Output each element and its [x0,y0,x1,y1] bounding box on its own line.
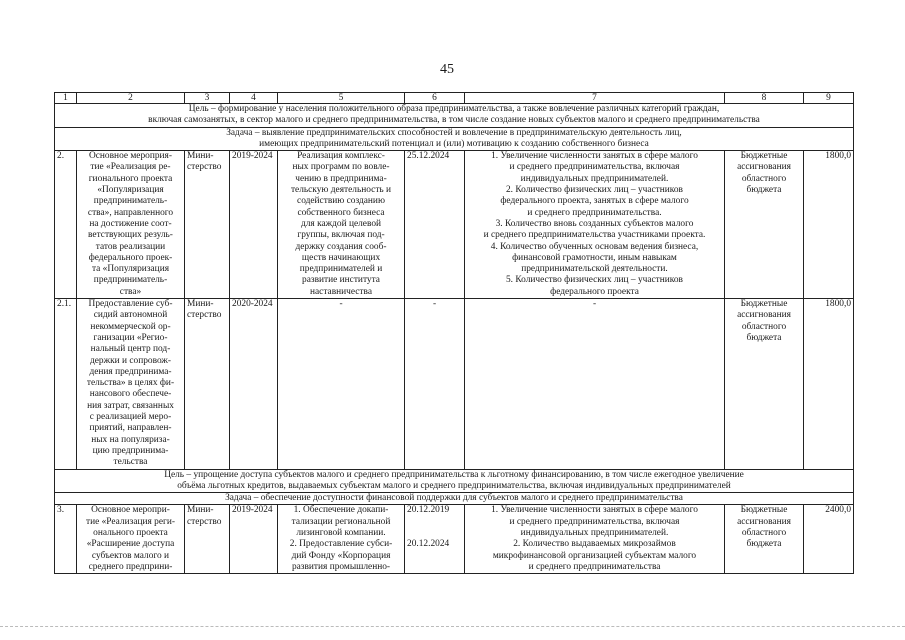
task-text-2: Задача – обеспечение доступности финансовой поддержки для субъектов малого и среднего предпринимательства [55,493,854,505]
funding-source: Бюджетные ассигнования областного бюджета [725,505,804,574]
col-header-3: 3 [185,93,230,104]
goal-row-1 [55,104,854,128]
task-text-1: Задача – выявление предпринимательских способностей и вовлечение в предпринимательскую деятельность лиц, имеющих предпринимательский потенциал и (или) мотивацию к созданию собственного бизнеса [55,127,854,151]
measure-name: Предоставление суб- сидий автономной некоммерческой ор- ганизации «Регио- нальный центр под- держки и сопровож- дения предпринима- тельства» в целях фи- нансового обеспече- ния затрат, связанных с реализацией меро- приятий, направлен- ных на популяриза- цию предпринима- тельства [77,299,185,469]
executor: Мини- стерство [185,299,230,469]
period: 2019-2024 [230,505,278,574]
funding-source: Бюджетные ассигнования областного бюджета [725,151,804,299]
measure-name: Основное мероприя- тие «Реализация ре- гионального проекта «Популяризация предприниматель- ства», направленного на достижение соот- ветствующих резуль- татов реализации федерального проек- та «Популяризация предприниматель- ства» [77,151,185,299]
executor: Мини- стерство [185,505,230,574]
indicators: 1. Увеличение численности занятых в сфере малого и среднего предпринимательства, включая индивидуальных предпринимателей. 2. Количество выдаваемых микрозаймов микрофинансовой организацией субъектам малого и среднего предпринимательства [465,505,725,574]
col-header-2: 2 [77,93,185,104]
indicators: - [465,299,725,469]
page-number: 45 [440,62,454,77]
activity: - [278,299,405,469]
column-number-row [55,93,854,104]
table-row-3 [55,505,854,574]
activity: Реализация комплекс- ных программ по вовле- чению в предпринима- тельскую деятельность и содействию созданию собственного бизнеса для каждой целевой группы, включая под- держку создания сооб- ществ начинающих предпринимателей и развитие института наставничества [278,151,405,299]
period: 2019-2024 [230,151,278,299]
row-number: 2. [55,151,77,299]
amount: 1800,0 [804,151,854,299]
deadline: - [405,299,465,469]
col-header-6: 6 [405,93,465,104]
period: 2020-2024 [230,299,278,469]
col-header-5: 5 [278,93,405,104]
goal-row-2 [55,469,854,493]
indicators: 1. Увеличение численности занятых в сфере малого и среднего предпринимательства, включая индивидуальных предпринимателей. 2. Количество физических лиц – участников федерального проекта, занятых в сфере малого и среднего предпринимательства. 3. Количество вновь созданных субъектов малого и среднего предпринимательства участниками проекта. 4. Количество обученных основам ведения бизнеса, финансовой грамотности, иным навыкам предпринимательской деятельности. 5. Количество физических лиц – участников федерального проекта [465,151,725,299]
col-header-1: 1 [55,93,77,104]
funding-source: Бюджетные ассигнования областного бюджета [725,299,804,469]
executor: Мини- стерство [185,151,230,299]
col-header-9: 9 [804,93,854,104]
row-number: 2.1. [55,299,77,469]
deadline: 25.12.2024 [405,151,465,299]
program-table [54,92,854,574]
col-header-4: 4 [230,93,278,104]
amount: 2400,0 [804,505,854,574]
task-row-1 [55,127,854,151]
table-row-2-1 [55,299,854,469]
activity: 1. Обеспечение докапи- тализации региональной лизинговой компании. 2. Предоставление субси- дий Фонду «Корпорация развития промышленно- [278,505,405,574]
amount: 1800,0 [804,299,854,469]
col-header-7: 7 [465,93,725,104]
measure-name: Основное меропри- тие «Реализация реги- онального проекта «Расширение доступа субъектов малого и среднего предприни- [77,505,185,574]
goal-text-2: Цель – упрощение доступа субъектов малого и среднего предпринимательства к льготному финансированию, в том числе ежегодное увеличение объёма льготных кредитов, выдаваемых субъектам малого и среднего предпринимательства, включая индивидуальных предпринимателей [55,469,854,493]
goal-text-1: Цель – формирование у населения положительного образа предпринимательства, а также вовлечение различных категорий граждан, включая самозанятых, в сектор малого и среднего предпринимательства, в том числе создание новых субъектов малого и среднего предпринимательства [55,104,854,128]
page-edge-divider [0,626,905,637]
col-header-8: 8 [725,93,804,104]
table-row-2 [55,151,854,299]
deadline: 20.12.2019 20.12.2024 [405,505,465,574]
row-number: 3. [55,505,77,574]
task-row-2 [55,493,854,505]
